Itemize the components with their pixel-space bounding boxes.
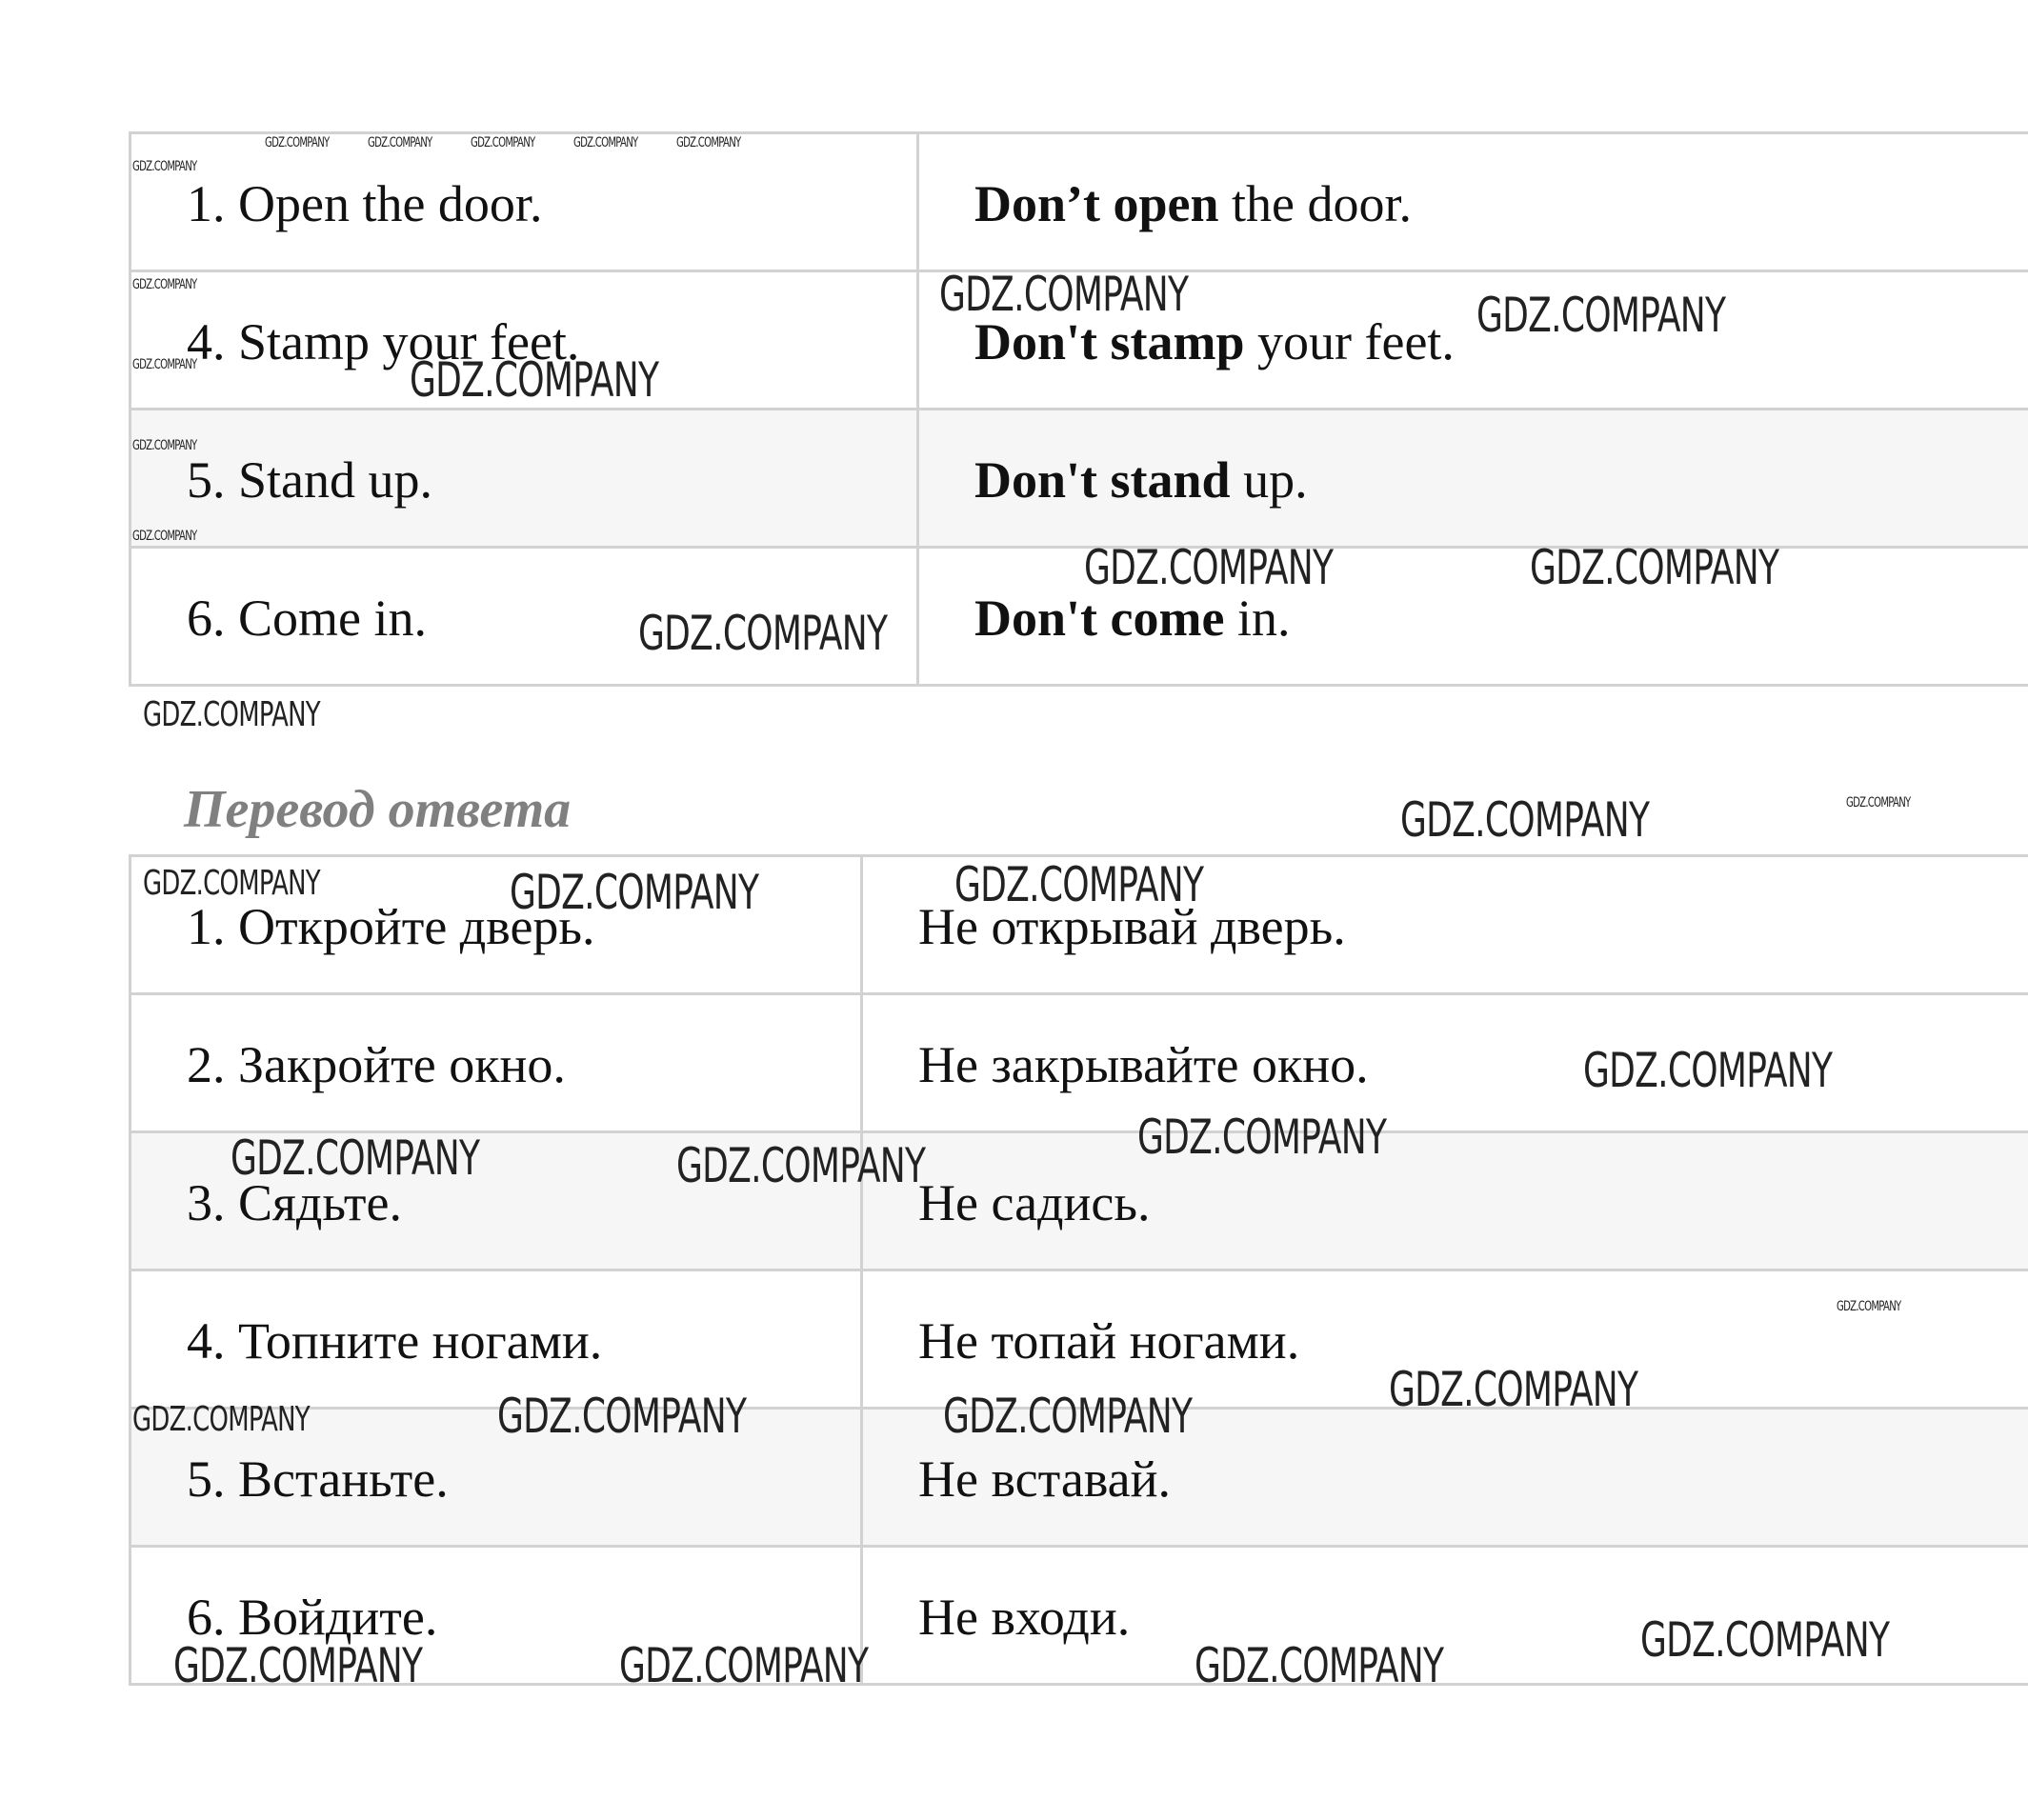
row-number: 5. [187,1450,226,1508]
positive-cell [131,134,919,270]
watermark: GDZ.COMPANY [1389,1362,1638,1417]
watermark: GDZ.COMPANY [619,1638,869,1693]
watermark: GDZ.COMPANY [1846,795,1911,810]
watermark: GDZ.COMPANY [676,1138,926,1193]
row-number: 3. [187,1174,226,1231]
negative-bold-part: Don't come [974,590,1225,647]
watermark: GDZ.COMPANY [368,135,432,150]
watermark: GDZ.COMPANY [497,1389,747,1444]
translation-heading: Перевод ответа [184,780,572,839]
watermark: GDZ.COMPANY [132,1400,310,1439]
negative-bold-part: Don't stamp [974,313,1245,370]
row-number: 1. [187,898,226,955]
watermark: GDZ.COMPANY [939,267,1189,322]
watermark: GDZ.COMPANY [1583,1043,1833,1098]
watermark: GDZ.COMPANY [1195,1638,1444,1693]
watermark: GDZ.COMPANY [143,864,320,903]
watermark: GDZ.COMPANY [143,695,320,734]
table-row [131,134,2028,272]
watermark: GDZ.COMPANY [132,438,197,453]
negative-command: Не вставай. [918,1450,1171,1508]
positive-command: Откройте дверь. [238,898,595,955]
watermark: GDZ.COMPANY [231,1130,480,1186]
watermark: GDZ.COMPANY [510,865,759,920]
exercise-table [129,131,2028,687]
row-number: 5. [187,451,226,509]
watermark: GDZ.COMPANY [1640,1612,1890,1668]
watermark: GDZ.COMPANY [1837,1299,1901,1314]
row-number: 6. [187,590,226,647]
watermark: GDZ.COMPANY [1137,1110,1387,1165]
watermark: GDZ.COMPANY [1530,540,1779,595]
row-number: 2. [187,1036,226,1093]
positive-command: Закройте окно. [238,1036,566,1093]
negative-command: Не закрывайте окно. [918,1036,1369,1093]
positive-command: Stand up. [238,451,433,509]
positive-command: Встаньте. [238,1450,449,1508]
watermark: GDZ.COMPANY [132,357,197,372]
negative-command: Не открывай дверь. [918,898,1346,955]
negative-bold-part: Don’t open [974,175,1219,232]
row-number: 4. [187,313,226,370]
negative-command: Не садись. [918,1174,1151,1231]
watermark: GDZ.COMPANY [573,135,638,150]
watermark: GDZ.COMPANY [1476,288,1726,343]
row-number: 6. [187,1589,226,1646]
negative-cell [863,995,2028,1130]
watermark: GDZ.COMPANY [1400,792,1650,848]
watermark: GDZ.COMPANY [1084,540,1334,595]
negative-bold-part: Don't stand [974,451,1231,509]
negative-cell [919,134,2028,270]
negative-rest: up. [1230,451,1308,509]
positive-command: Топните ногами. [238,1312,603,1370]
positive-command: Come in. [238,590,427,647]
watermark: GDZ.COMPANY [132,277,197,292]
positive-command: Stamp your feet. [238,313,580,370]
watermark: GDZ.COMPANY [132,159,197,174]
watermark: GDZ.COMPANY [954,857,1204,912]
watermark: GDZ.COMPANY [132,529,197,544]
positive-cell [131,410,919,546]
positive-cell [131,995,863,1130]
negative-rest: in. [1224,590,1291,647]
negative-command: Не топай ногами. [918,1312,1300,1370]
watermark: GDZ.COMPANY [638,606,888,661]
watermark: GDZ.COMPANY [173,1638,423,1693]
positive-cell [131,1271,863,1407]
positive-command: Open the door. [238,175,543,232]
watermark: GDZ.COMPANY [410,352,659,408]
watermark: GDZ.COMPANY [471,135,535,150]
row-number: 4. [187,1312,226,1370]
negative-rest: your feet. [1244,313,1455,370]
watermark: GDZ.COMPANY [943,1389,1193,1444]
negative-cell [919,410,2028,546]
positive-command: Сядьте. [238,1174,402,1231]
watermark: GDZ.COMPANY [265,135,330,150]
negative-cell [863,1133,2028,1269]
positive-command: Войдите. [238,1589,438,1646]
table-row [131,410,2028,549]
negative-rest: the door. [1218,175,1413,232]
negative-command: Не входи. [918,1589,1131,1646]
row-number: 1. [187,175,226,232]
watermark: GDZ.COMPANY [676,135,741,150]
translation-table [129,854,2028,1686]
